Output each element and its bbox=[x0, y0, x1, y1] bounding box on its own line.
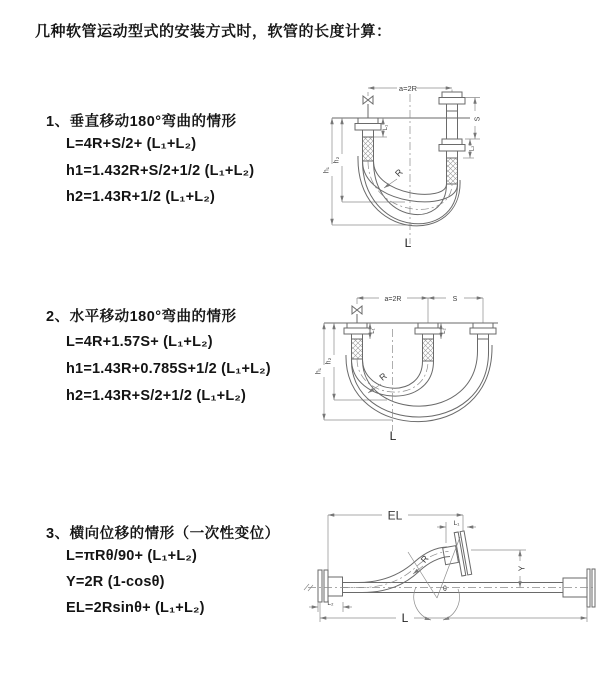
section-1-formula-h2: h2=1.43R+1/2 (L₁+L₂) bbox=[66, 189, 216, 205]
d2-dim-l2: L₂ bbox=[441, 328, 447, 334]
d2-dim-h2: h₂ bbox=[325, 357, 333, 365]
pipe-fitting-middle bbox=[415, 323, 441, 361]
diagram-vertical-180 bbox=[313, 76, 498, 258]
section-2-formula-h2: h2=1.43R+S/2+1/2 (L₁+L₂) bbox=[66, 388, 247, 404]
valve-icon bbox=[363, 96, 373, 104]
section-2-heading: 2、水平移动180°弯曲的情形 bbox=[46, 309, 237, 325]
d3-dim-y: Y bbox=[517, 565, 527, 572]
d1-dim-l1: L₁ bbox=[383, 124, 389, 131]
d1-dim-l2: L₂ bbox=[469, 145, 476, 152]
section-2-formula-l: L=4R+1.57S+ (L₁+L₂) bbox=[66, 334, 213, 350]
pipe-fitting-left bbox=[344, 323, 370, 359]
d2-radius-label: R bbox=[377, 370, 389, 383]
d1-dim-a2r: a=2R bbox=[398, 83, 418, 93]
braided-hose-section bbox=[363, 137, 374, 161]
section-1-formula-l: L=4R+S/2+ (L₁+L₂) bbox=[66, 136, 197, 152]
d2-dim-s: S bbox=[452, 295, 458, 303]
section-1-formula-h1: h1=1.432R+S/2+1/2 (L₁+L₂) bbox=[66, 163, 255, 179]
d3-angle-label: θ bbox=[443, 586, 447, 593]
diagram-horizontal-180 bbox=[313, 283, 503, 451]
d3-dim-l1: L₁ bbox=[453, 520, 460, 527]
section-2-formula-h1: h1=1.43R+0.785S+1/2 (L₁+L₂) bbox=[66, 361, 271, 377]
d3-dim-el: EL bbox=[387, 508, 403, 523]
page-title: 几种软管运动型式的安装方式时，软管的长度计算： bbox=[35, 23, 392, 40]
d2-length-label: L bbox=[389, 429, 397, 443]
d3-length-label: L bbox=[401, 611, 409, 625]
d1-length-label: L bbox=[404, 236, 412, 250]
section-3-formula-el: EL=2Rsinθ+ (L₁+L₂) bbox=[66, 600, 205, 616]
d2-dim-a2r: a=2R bbox=[384, 295, 402, 303]
braided-hose-section bbox=[447, 158, 458, 184]
d1-dim-h2: h₂ bbox=[333, 156, 341, 164]
d2-dim-l1: L₁ bbox=[370, 328, 376, 334]
diagram-lateral-displacement bbox=[300, 495, 600, 635]
d1-dim-s: S bbox=[474, 116, 482, 122]
section-3-formula-y: Y=2R (1-cosθ) bbox=[66, 574, 165, 590]
section-3-formula-l: L=πRθ/90+ (L₁+L₂) bbox=[66, 548, 198, 564]
d2-dim-h1: h₁ bbox=[315, 367, 323, 375]
d3-radius-label: R bbox=[418, 553, 431, 565]
section-1-heading: 1、垂直移动180°弯曲的情形 bbox=[46, 114, 237, 130]
d3-dim-l2: L₂ bbox=[327, 600, 334, 607]
valve-icon bbox=[352, 306, 362, 314]
section-3-heading: 3、横向位移的情形（一次性变位） bbox=[46, 526, 280, 542]
d1-dim-h1: h₁ bbox=[323, 166, 331, 174]
flange-fixed-end bbox=[318, 570, 343, 602]
d1-radius-label: R bbox=[393, 167, 405, 179]
flange-displaced-end bbox=[440, 531, 471, 578]
